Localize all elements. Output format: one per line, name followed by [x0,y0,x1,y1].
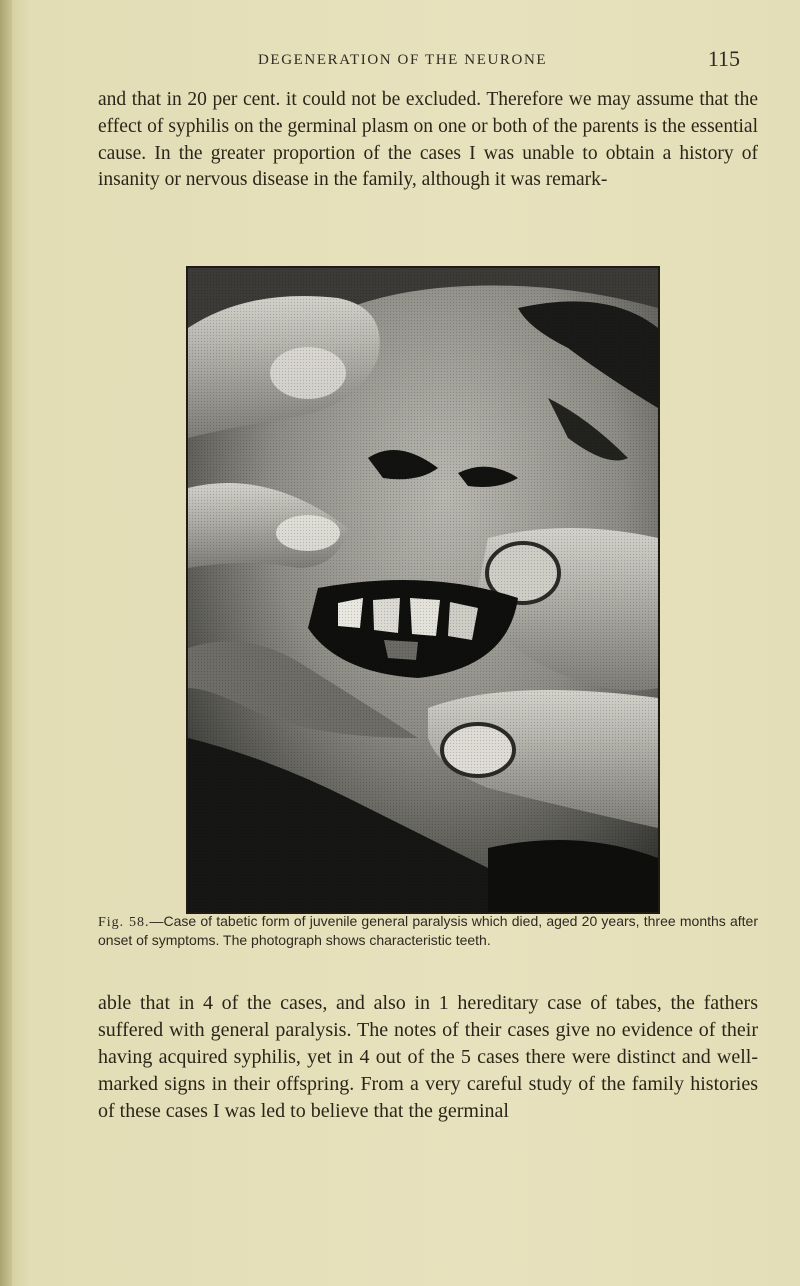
page-gutter-shadow [0,0,12,1286]
body-paragraph-top: and that in 20 per cent. it could not be excluded. Therefore we may assume that the effect of syphilis on the germinal plasm on one or both of the parents is the essential cause. In the greater proportion of the cases I was unable to obtain a history of insanity or nervous disease in the family, although it was remark- [98,89,758,191]
running-head-title: DEGENERATION OF THE NEURONE [258,52,548,68]
figure-caption [98,913,758,948]
figure-label: Fig. 58. [98,915,150,930]
figure-caption-text: —Case of tabetic form of juvenile general paralysis which died, aged 20 years, three months after onset of symptoms. The photograph shows characteristic teeth. [98,913,758,948]
running-head [100,46,740,76]
halftone-photo-teeth [188,268,658,912]
body-paragraph-bottom: able that in 4 of the cases, and also in 1 hereditary case of tabes, the fathers suffered with general paralysis. The notes of their cases give no evidence of their having acquired syphilis, yet in 4 out of the 5 cases there were distinct and well-marked signs in their offspring. From a very careful study of the family histories of these cases I was led to believe that the germinal [98,992,758,1122]
figure-photograph [186,266,660,914]
page-number: 115 [707,46,740,71]
